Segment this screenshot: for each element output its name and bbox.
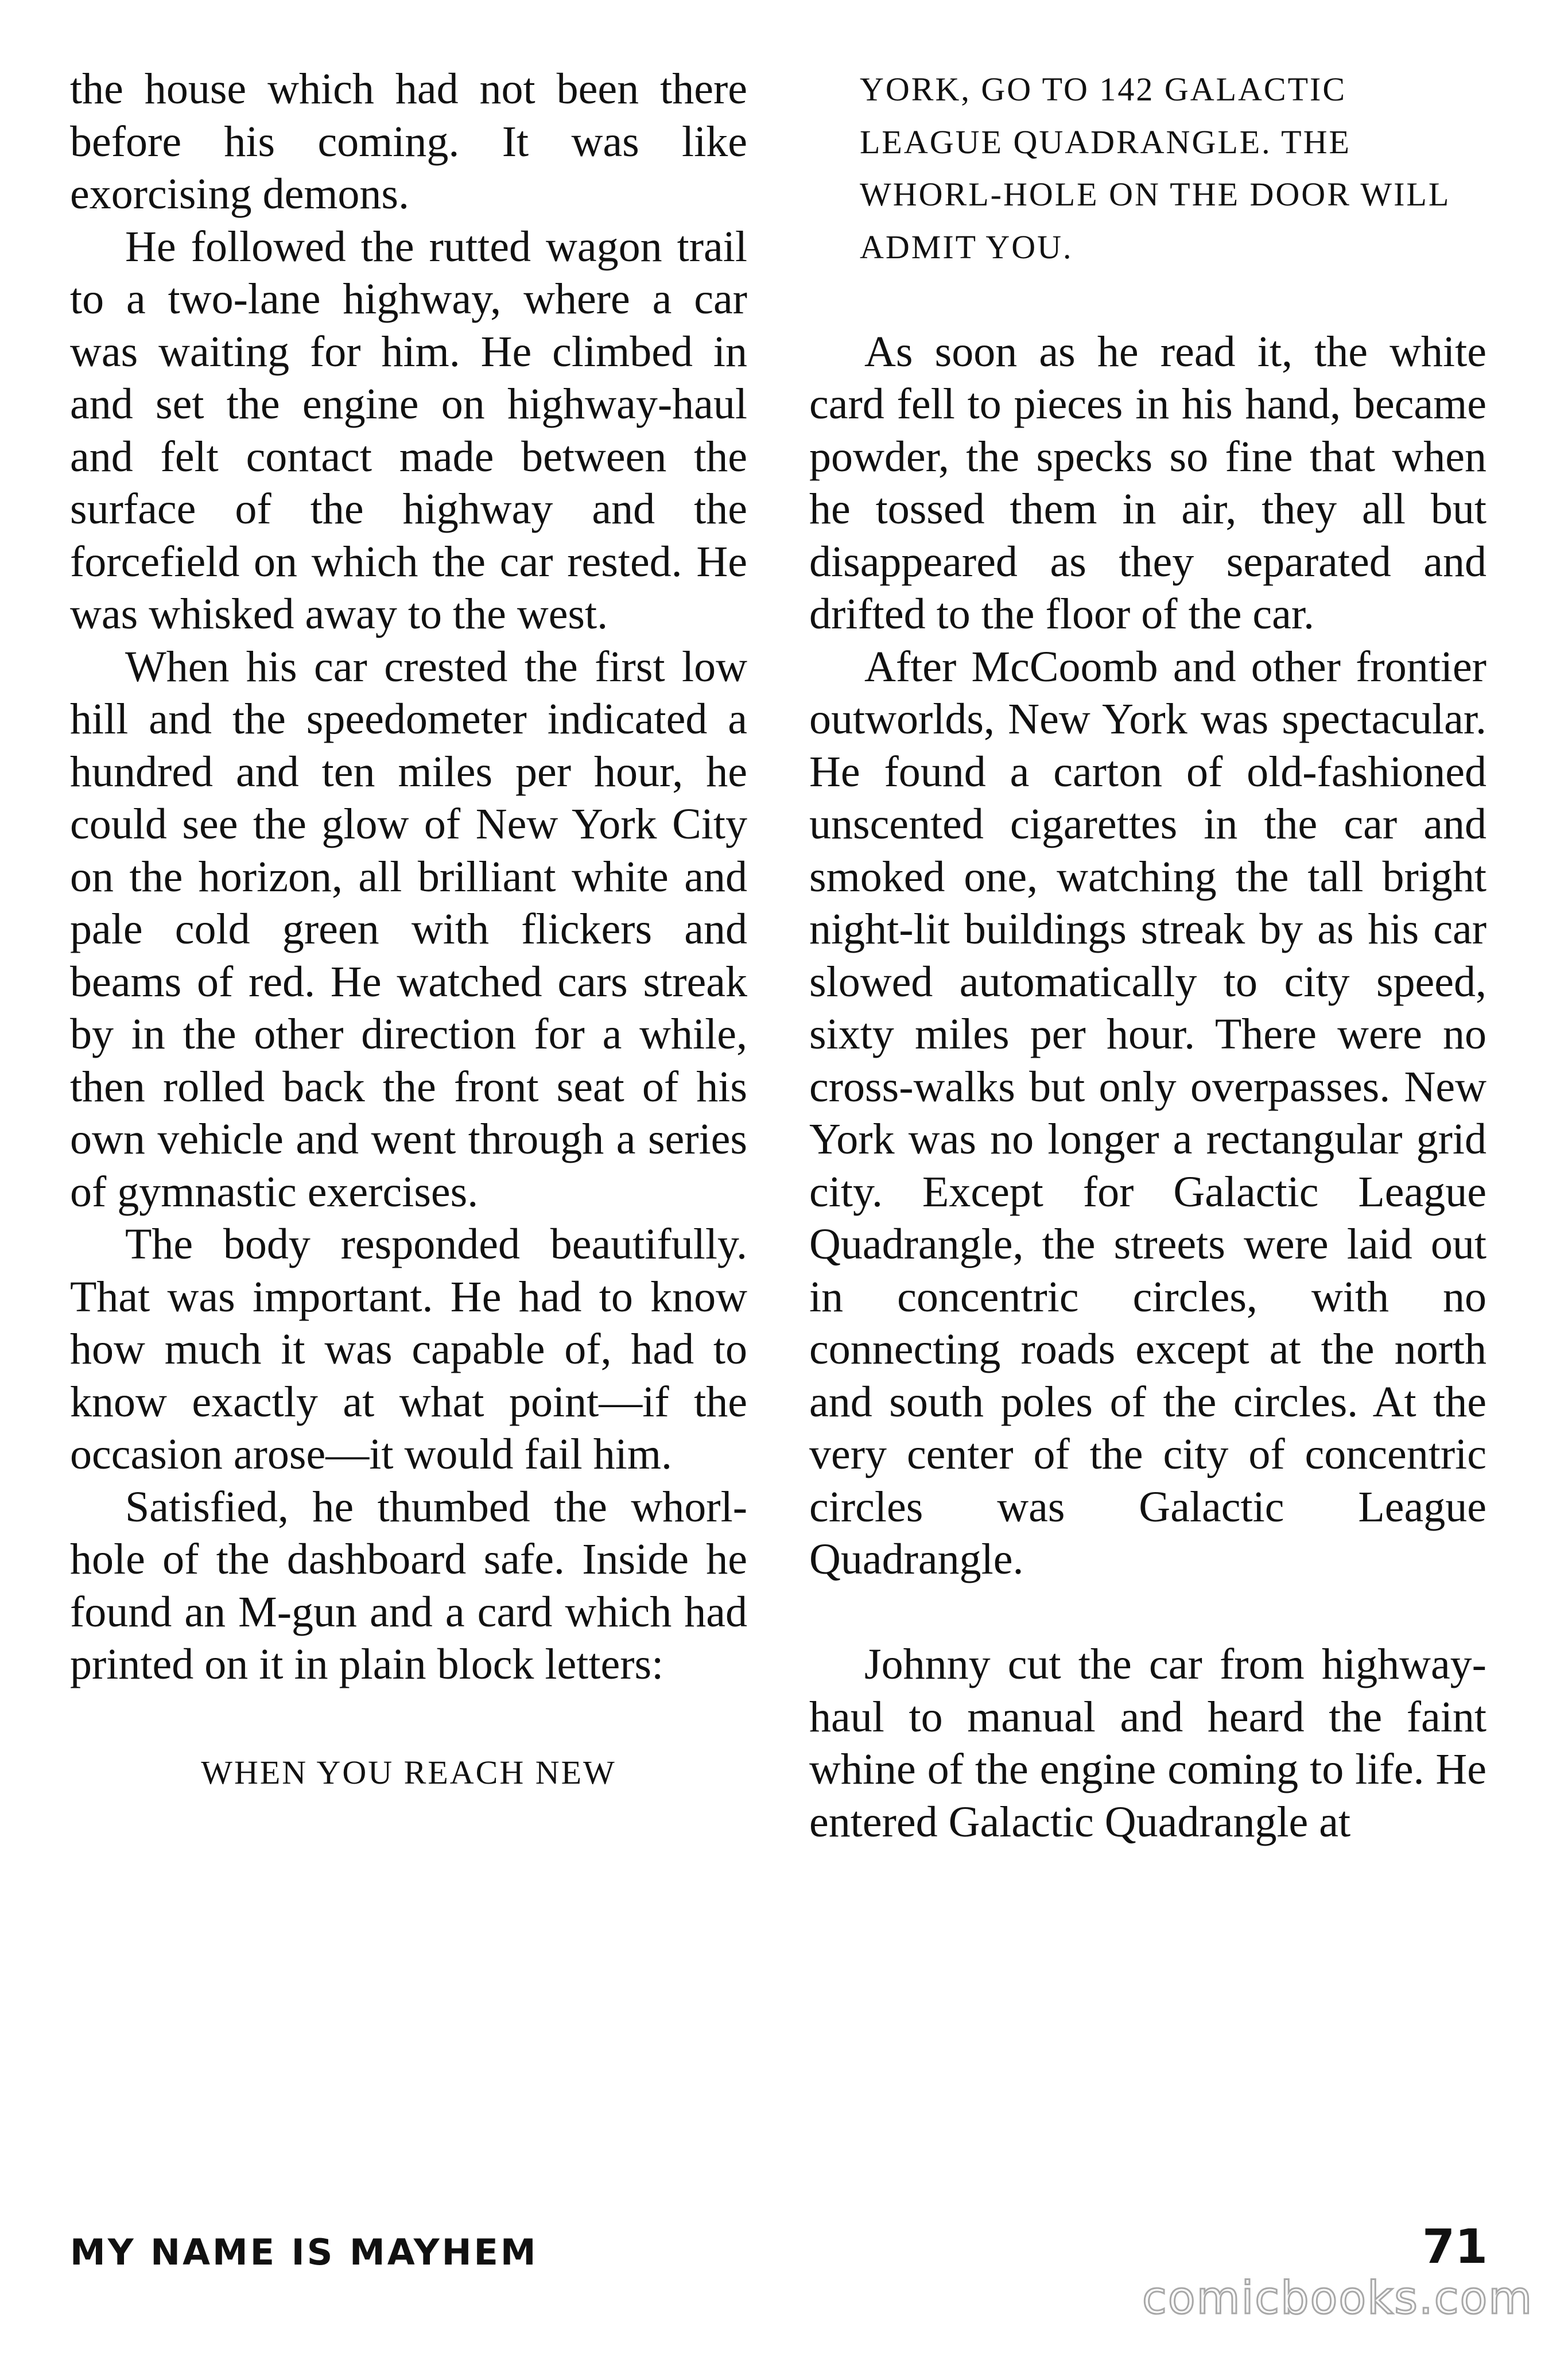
page-number: 71 xyxy=(1422,2220,1488,2274)
spacer xyxy=(809,273,1487,326)
paragraph-7: After McCoomb and other frontier outworlds, New York was spectacular. He found a carton of old-fashioned unscented cigarettes in the car and smoked one, watching the tall bright night-lit buildings streak by as his car slowed automatically to city speed, sixty miles per hour. There were no cross-walks but only overpasses. New York was no longer a rectangular grid city. Except for Galactic League Quadrangle, the streets were laid out in concentric circles, with no connecting roads except at the north and south poles of the circles. At the very center of the city of concentric circles was Galactic League Quadrangle. xyxy=(809,642,1487,1583)
card-text-start: WHEN YOU REACH NEW xyxy=(201,1753,616,1791)
paragraph-4: The body responded beautifully. That was important. He had to know how much it was capable of, had to know exactly at what point—if the occasion arose—it would fail him. xyxy=(70,1220,747,1478)
running-footer-title: MY NAME IS MAYHEM xyxy=(70,2231,538,2273)
left-column xyxy=(70,63,747,1799)
right-column xyxy=(809,63,1487,1848)
section-break xyxy=(809,1586,1487,1639)
paragraph-8: Johnny cut the car from highway-haul to manual and heard the faint whine of the engine coming to life. He entered Galactic Quadrangle at xyxy=(809,1640,1487,1846)
paragraph-6: As soon as he read it, the white card fell to pieces in his hand, became powder, the specks so fine that when he tossed them in air, they all but disappeared as they separated and drifted to the floor of the car. xyxy=(809,327,1487,638)
paragraph-1: the house which had not been there before his coming. It was like exorcising demons. xyxy=(70,65,747,218)
paragraph-2: He followed the rutted wagon trail to a two-lane highway, where a car was waiting for him. He climbed in and set the engine on highway-haul and felt contact made between the surface of the highway and the forcefield on which the car rested. He was whisked away to the west. xyxy=(70,222,747,638)
card-text-end: YORK, GO TO 142 GALACTIC LEAGUE QUADRANGLE. THE WHORL-HOLE ON THE DOOR WILL ADMIT YOU. xyxy=(860,71,1450,266)
paragraph-5: Satisfied, he thumbed the whorl-hole of the dashboard safe. Inside he found an M-gun and a card which had printed on it in plain block letters: xyxy=(70,1482,747,1688)
watermark: comicbooks.com xyxy=(1142,2273,1534,2324)
paragraph-3: When his car crested the first low hill and the speedometer indicated a hundred and ten miles per hour, he could see the glow of New York City on the horizon, all brilliant white and pale cold green with flickers and beams of red. He watched cars streak by in the other direction for a while, then rolled back the front seat of his own vehicle and went through a series of gymnastic exercises. xyxy=(70,642,747,1216)
